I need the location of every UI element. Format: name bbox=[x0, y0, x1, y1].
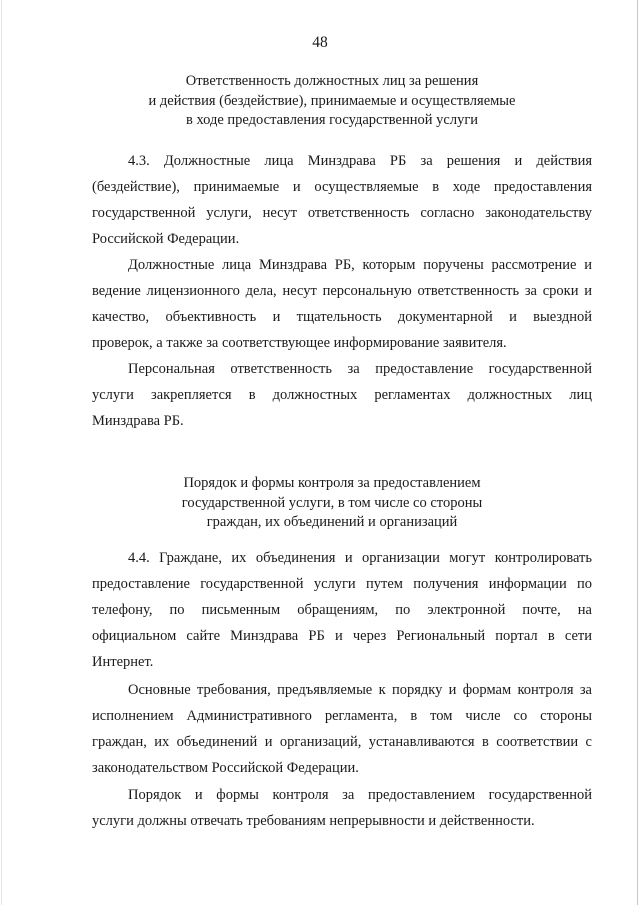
text-line: ведение лицензионного дела, несут персональную ответственность за сроки и bbox=[92, 283, 592, 299]
heading-line: в ходе предоставления государственной услуги bbox=[185, 112, 479, 128]
text-line: услуги закрепляется в должностных регламентах должностных лиц bbox=[92, 387, 592, 403]
heading-line: Порядок и формы контроля за предоставлением bbox=[183, 475, 481, 491]
paragraph-control-order bbox=[92, 782, 592, 834]
heading-line: граждан, их объединений и организаций bbox=[206, 514, 458, 530]
section-heading-control bbox=[110, 474, 554, 533]
text-line: услуги должны отвечать требованиям непрерывности и действенности. bbox=[92, 813, 535, 829]
text-line: граждан, их объединений и организаций, устанавливаются в соответствии с bbox=[92, 734, 592, 750]
paragraph-officials-responsibility bbox=[92, 252, 592, 356]
text-line: государственной услуги, несут ответственность согласно законодательству bbox=[92, 205, 592, 221]
text-line: Основные требования, предъявляемые к порядку и формам контроля за bbox=[128, 682, 592, 698]
scan-edge-left bbox=[1, 0, 2, 905]
text-line: Российской Федерации. bbox=[92, 231, 240, 247]
paragraph-4-4 bbox=[92, 545, 592, 675]
text-line: официальном сайте Минздрава РБ и через Региональный портал в сети bbox=[92, 628, 592, 644]
paragraph-personal-responsibility bbox=[92, 356, 592, 434]
text-line: телефону, по письменным обращениям, по электронной почте, на bbox=[92, 602, 592, 618]
text-line: предоставление государственной услуги путем получения информации по bbox=[92, 576, 592, 592]
heading-line: Ответственность должностных лиц за решения bbox=[185, 73, 479, 89]
paragraph-4-3 bbox=[92, 148, 592, 252]
paragraph-basic-requirements bbox=[92, 677, 592, 781]
heading-line: и действия (бездействие), принимаемые и осуществляемые bbox=[148, 92, 516, 109]
text-line: Персональная ответственность за предоставление государственной bbox=[128, 361, 592, 377]
page-number: 48 bbox=[312, 34, 328, 51]
text-line: проверок, а также за соответствующее информирование заявителя. bbox=[92, 335, 507, 351]
text-line: Порядок и формы контроля за предоставлением государственной bbox=[128, 787, 592, 803]
scan-edge-right bbox=[637, 0, 638, 905]
text-line: законодательством Российской Федерации. bbox=[92, 760, 359, 776]
text-line: Минздрава РБ. bbox=[92, 413, 184, 429]
text-line: Должностные лица Минздрава РБ, которым поручены рассмотрение и bbox=[128, 257, 592, 273]
text-line: (бездействие), принимаемые и осуществляемые в ходе предоставления bbox=[92, 179, 592, 195]
heading-line: государственной услуги, в том числе со стороны bbox=[181, 494, 483, 511]
section-heading-responsibility bbox=[110, 72, 554, 131]
text-line: качество, объективность и тщательность документарной и выездной bbox=[92, 309, 592, 325]
text-line: исполнением Административного регламента, в том числе со стороны bbox=[92, 708, 592, 724]
text-line: 4.3. Должностные лица Минздрава РБ за решения и действия bbox=[128, 153, 592, 169]
text-line: Интернет. bbox=[92, 654, 154, 670]
text-line: 4.4. Граждане, их объединения и организации могут контролировать bbox=[128, 550, 592, 566]
